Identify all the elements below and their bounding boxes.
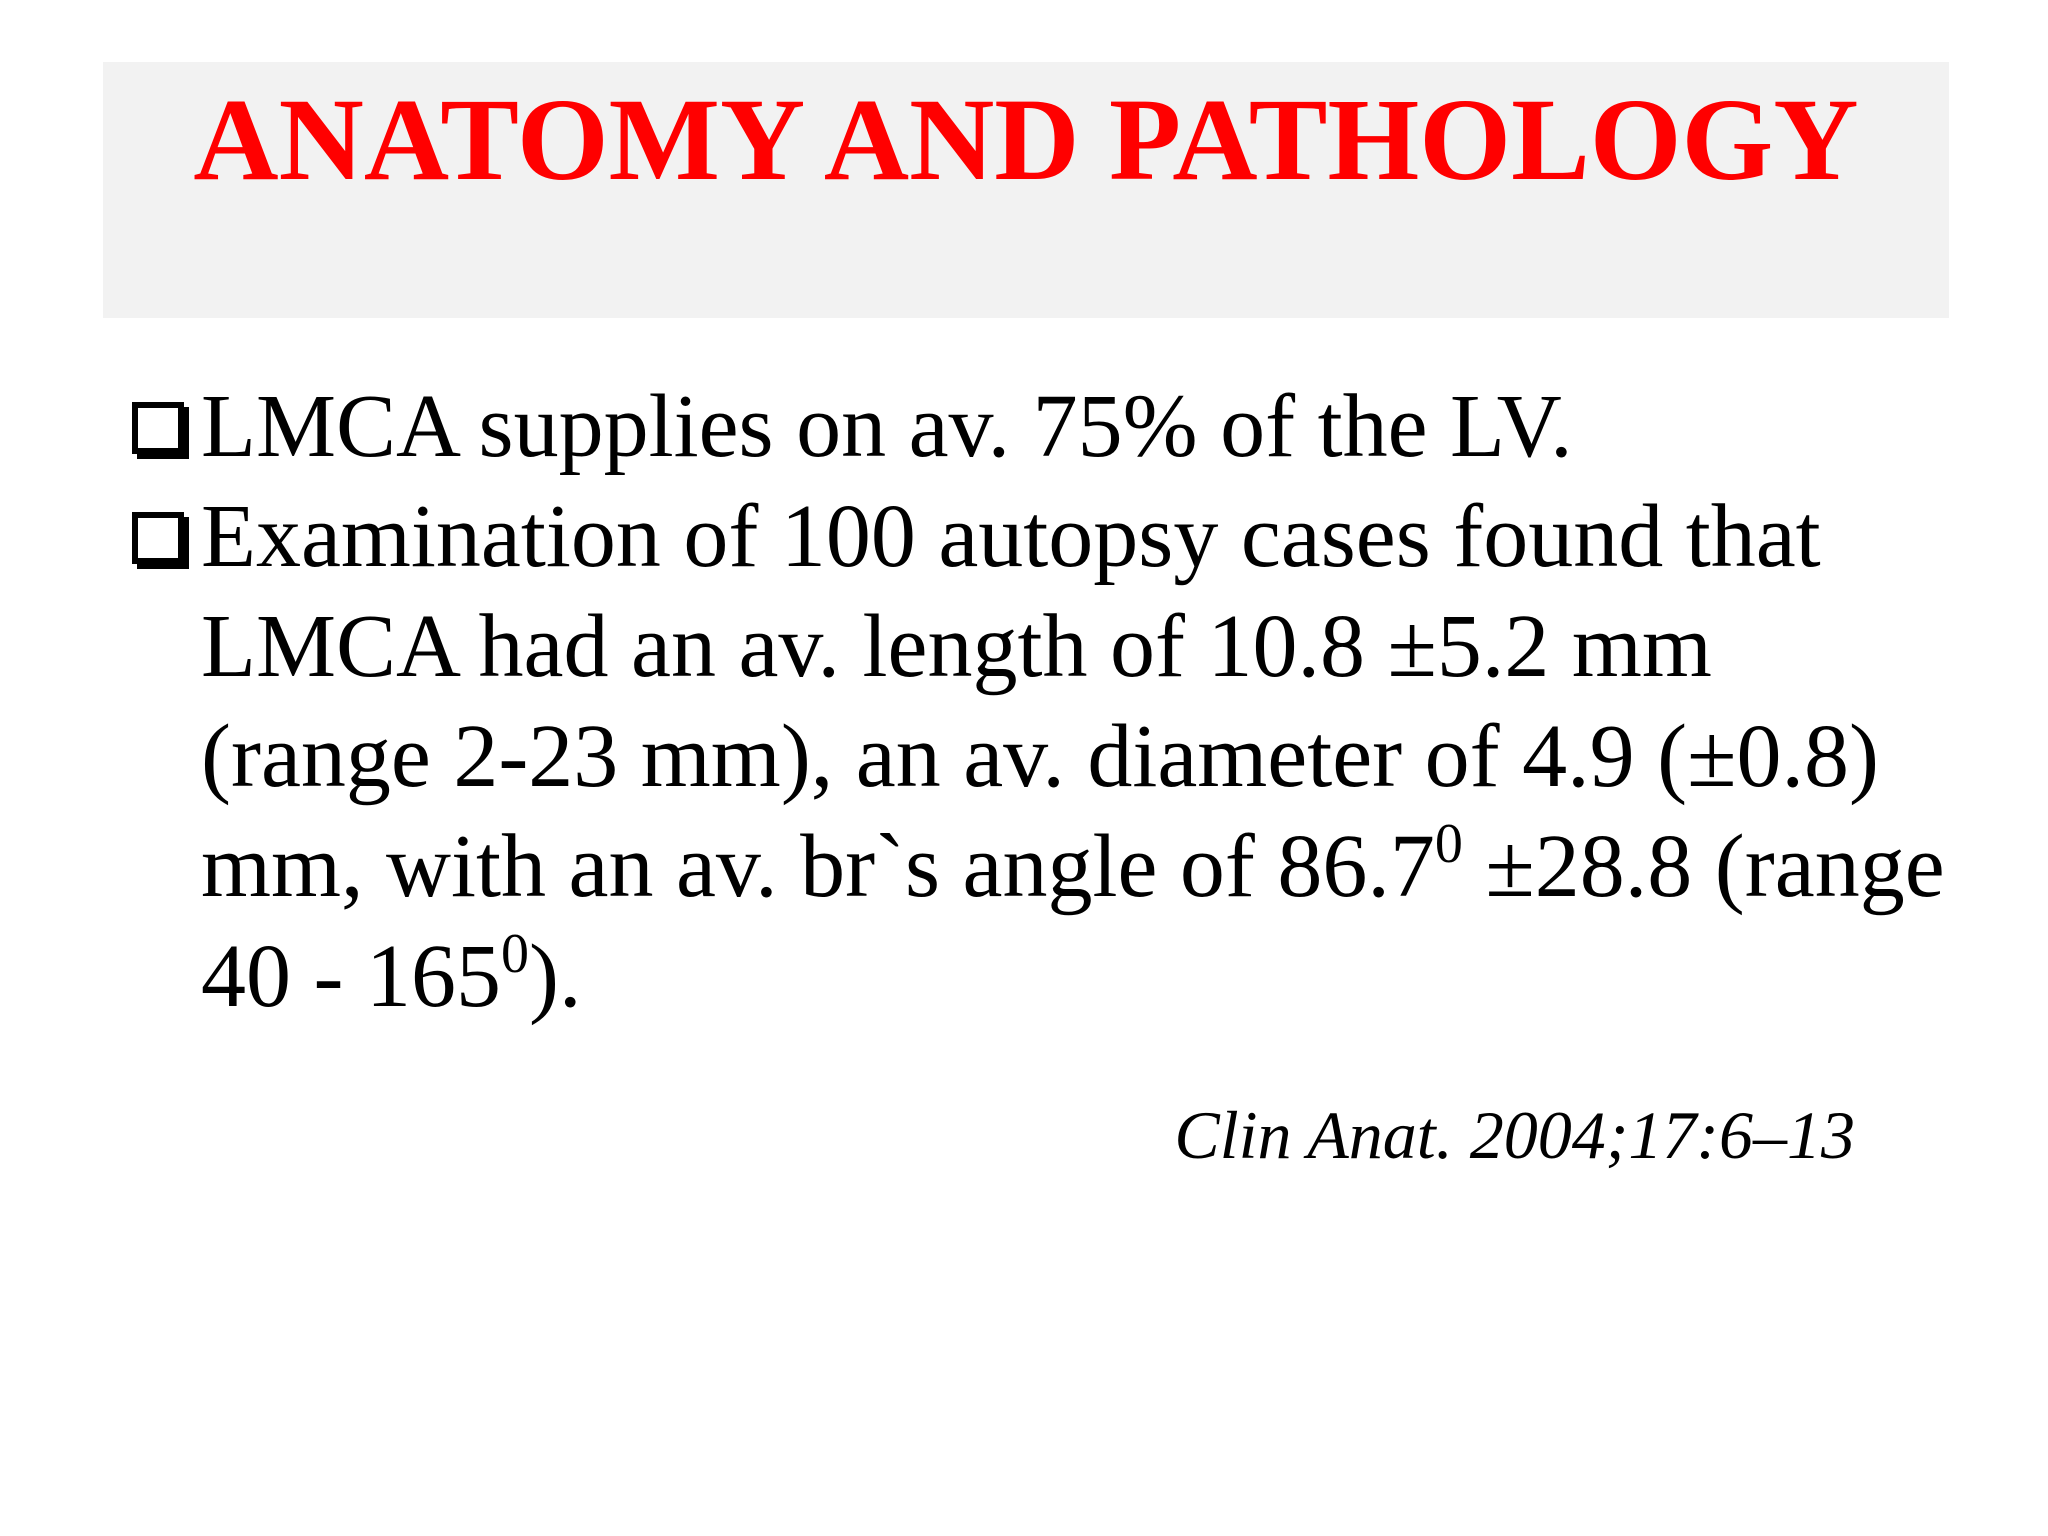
- bullet-text-part: Examination of 100 autopsy cases found that LMCA had an av. length of 10.8 ±5.2 mm (range 2-23 mm), an av. diameter of 4.9 (±0.8) mm, with an av. br`s angle of 86.7: [201, 487, 1879, 916]
- hollow-square-bullet-icon: [132, 512, 184, 564]
- hollow-square-bullet-icon: [132, 402, 184, 454]
- superscript-degree: 0: [500, 923, 529, 985]
- bullet-list: [128, 372, 1948, 1032]
- superscript-degree: 0: [1434, 813, 1463, 875]
- citation: Clin Anat. 2004;17:6–13: [1174, 1097, 1855, 1173]
- bullet-text-part: ).: [528, 927, 582, 1026]
- slide-title: ANATOMY AND PATHOLOGY: [193, 74, 1859, 205]
- title-band: [103, 62, 1949, 318]
- bullet-text: [201, 487, 1945, 1026]
- bullet-item: [128, 482, 1948, 1032]
- bullet-text-part: ±28.8 (range 40 - 165: [201, 817, 1945, 1026]
- bullet-item: [128, 372, 1948, 482]
- bullet-text: LMCA supplies on av. 75% of the LV.: [201, 377, 1573, 476]
